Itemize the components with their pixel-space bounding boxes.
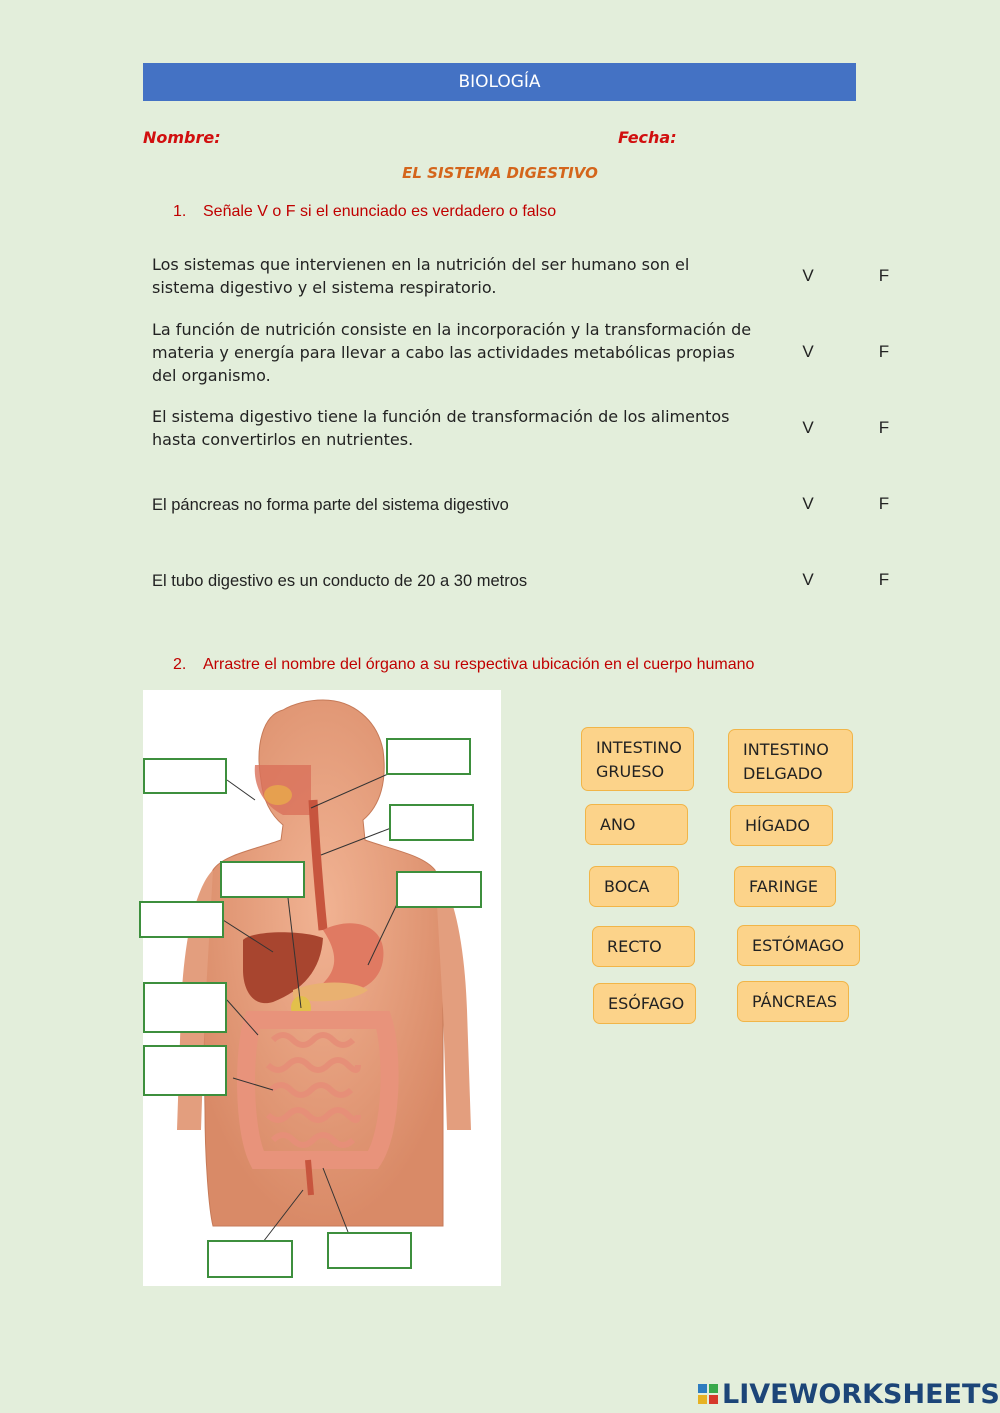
drop-zone-small-intestine[interactable]	[143, 1045, 227, 1096]
false-option-1[interactable]: F	[878, 266, 890, 285]
chip-pharynx[interactable]: FARINGE	[734, 866, 836, 907]
true-option-1[interactable]: V	[802, 266, 814, 285]
chip-mouth[interactable]: BOCA	[589, 866, 679, 907]
drop-zone-stomach[interactable]	[396, 871, 482, 908]
question-2-number: 2.	[173, 656, 187, 673]
logo-text: LIVEWORKSHEETS	[722, 1378, 1000, 1410]
false-option-3[interactable]: F	[878, 418, 890, 437]
false-option-5[interactable]: F	[878, 570, 890, 589]
true-option-4[interactable]: V	[802, 494, 814, 513]
true-option-2[interactable]: V	[802, 342, 814, 361]
false-option-4[interactable]: F	[878, 494, 890, 513]
chip-anus[interactable]: ANO	[585, 804, 688, 845]
true-option-3[interactable]: V	[802, 418, 814, 437]
statement-5: El tubo digestivo es un conducto de 20 a 30 metros	[152, 572, 528, 590]
question-2-text: Arrastre el nombre del órgano a su respectiva ubicación en el cuerpo humano	[203, 656, 755, 673]
section-title: EL SISTEMA DIGESTIVO	[402, 164, 598, 182]
header-bar	[143, 63, 856, 101]
drop-zone-pharynx[interactable]	[386, 738, 471, 775]
chip-small-intestine[interactable]: INTESTINO DELGADO	[728, 729, 853, 793]
question-1-text: Señale V o F si el enunciado es verdadero o falso	[203, 203, 557, 220]
statement-4: El páncreas no forma parte del sistema digestivo	[152, 496, 509, 514]
drop-zone-mouth[interactable]	[143, 758, 227, 794]
chip-pancreas[interactable]: PÁNCREAS	[737, 981, 849, 1022]
chip-esophagus[interactable]: ESÓFAGO	[593, 983, 696, 1024]
statement-1: Los sistemas que intervienen en la nutrición del ser humano son el sistema digestivo y el sistema respiratorio.	[152, 255, 690, 297]
drop-zone-esophagus[interactable]	[389, 804, 474, 841]
drop-zone-liver[interactable]	[139, 901, 224, 938]
question-1	[173, 203, 556, 221]
drop-zone-rectum[interactable]	[327, 1232, 412, 1269]
digestive-system-diagram	[143, 690, 501, 1286]
drop-zone-large-intestine[interactable]	[143, 982, 227, 1033]
header-title: BIOLOGÍA	[458, 72, 541, 92]
statement-3: El sistema digestivo tiene la función de transformación de los alimentos hasta convertirlos en nutrientes.	[152, 407, 730, 449]
drop-zone-pancreas[interactable]	[220, 861, 305, 898]
question-2	[173, 656, 754, 674]
name-label: Nombre:	[143, 128, 221, 147]
drop-zone-anus[interactable]	[207, 1240, 293, 1278]
liveworksheets-logo	[698, 1376, 1000, 1412]
question-1-number: 1.	[173, 203, 187, 220]
date-label: Fecha:	[618, 128, 677, 147]
false-option-2[interactable]: F	[878, 342, 890, 361]
logo-grid-icon	[698, 1384, 718, 1404]
statement-2: La función de nutrición consiste en la incorporación y la transformación de materia y energía para llevar a cabo las actividades metabólicas propias del organismo.	[152, 320, 752, 385]
true-option-5[interactable]: V	[802, 570, 814, 589]
chip-rectum[interactable]: RECTO	[592, 926, 695, 967]
chip-liver[interactable]: HÍGADO	[730, 805, 833, 846]
chip-large-intestine[interactable]: INTESTINO GRUESO	[581, 727, 694, 791]
chip-stomach[interactable]: ESTÓMAGO	[737, 925, 860, 966]
